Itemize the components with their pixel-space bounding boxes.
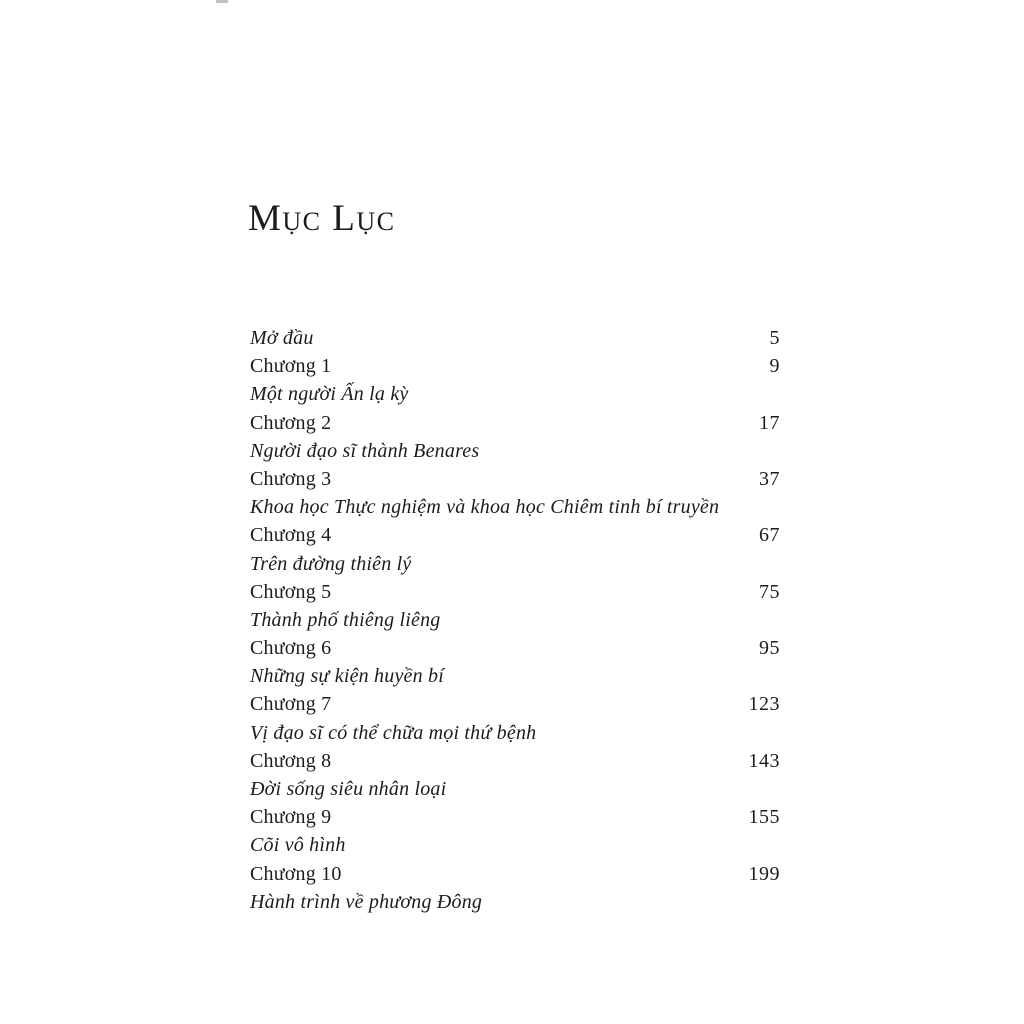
toc-list — [250, 324, 780, 916]
toc-row — [250, 662, 780, 690]
toc-entry-page: 17 — [759, 411, 780, 434]
toc-row — [250, 550, 780, 578]
toc-entry-page: 5 — [769, 327, 780, 349]
toc-entry-label: Chương 2 — [250, 411, 332, 434]
toc-entry-page: 123 — [748, 693, 780, 716]
toc-entry-label: Chương 7 — [250, 693, 332, 716]
toc-row — [250, 437, 780, 465]
toc-entry-page: 155 — [748, 806, 780, 829]
toc-row — [250, 493, 780, 521]
toc-entry-label: Thành phố thiêng liêng — [250, 608, 441, 631]
toc-entry-label: Một người Ấn lạ kỳ — [250, 383, 409, 406]
toc-row — [250, 888, 780, 916]
toc-entry-label: Vị đạo sĩ có thể chữa mọi thứ bệnh — [250, 721, 537, 744]
toc-row — [250, 634, 780, 662]
toc-entry-page: 37 — [759, 467, 780, 490]
toc-entry-label: Chương 1 — [250, 355, 332, 378]
toc-row — [250, 860, 780, 888]
toc-entry-label: Hành trình về phương Đông — [250, 890, 483, 913]
toc-row — [250, 606, 780, 634]
page-title: Mục Lục — [248, 197, 396, 239]
toc-entry-label: Mở đầu — [250, 327, 314, 349]
toc-entry-label: Những sự kiện huyền bí — [250, 665, 444, 688]
toc-entry-page: 143 — [748, 749, 780, 772]
toc-entry-label: Chương 6 — [250, 637, 332, 660]
scan-artifact — [216, 0, 228, 3]
toc-entry-label: Đời sống siêu nhân loại — [250, 778, 447, 800]
toc-row — [250, 831, 780, 859]
toc-entry-page: 75 — [759, 580, 780, 603]
toc-entry-label: Trên đường thiên lý — [250, 552, 412, 575]
toc-row — [250, 465, 780, 493]
toc-entry-label: Chương 9 — [250, 806, 332, 829]
toc-entry-label: Chương 8 — [250, 749, 332, 772]
toc-row — [250, 521, 780, 549]
toc-row — [250, 409, 780, 437]
toc-entry-label: Chương 10 — [250, 862, 342, 885]
toc-row — [250, 578, 780, 606]
toc-row — [250, 775, 780, 803]
toc-row — [250, 747, 780, 775]
toc-entry-label: Cõi vô hình — [250, 834, 346, 857]
toc-row — [250, 380, 780, 408]
toc-entry-page: 9 — [769, 355, 780, 378]
toc-entry-label: Chương 5 — [250, 580, 332, 603]
toc-entry-label: Chương 3 — [250, 467, 332, 490]
toc-row — [250, 690, 780, 718]
toc-entry-label: Người đạo sĩ thành Benares — [250, 439, 480, 462]
toc-entry-label: Chương 4 — [250, 524, 332, 547]
toc-entry-page: 67 — [759, 524, 780, 547]
toc-row — [250, 803, 780, 831]
toc-row — [250, 719, 780, 747]
toc-row — [250, 324, 780, 352]
toc-entry-page: 95 — [759, 637, 780, 660]
toc-row — [250, 352, 780, 380]
toc-entry-label: Khoa học Thực nghiệm và khoa học Chiêm tinh bí truyền — [250, 496, 720, 519]
toc-entry-page: 199 — [748, 862, 780, 885]
